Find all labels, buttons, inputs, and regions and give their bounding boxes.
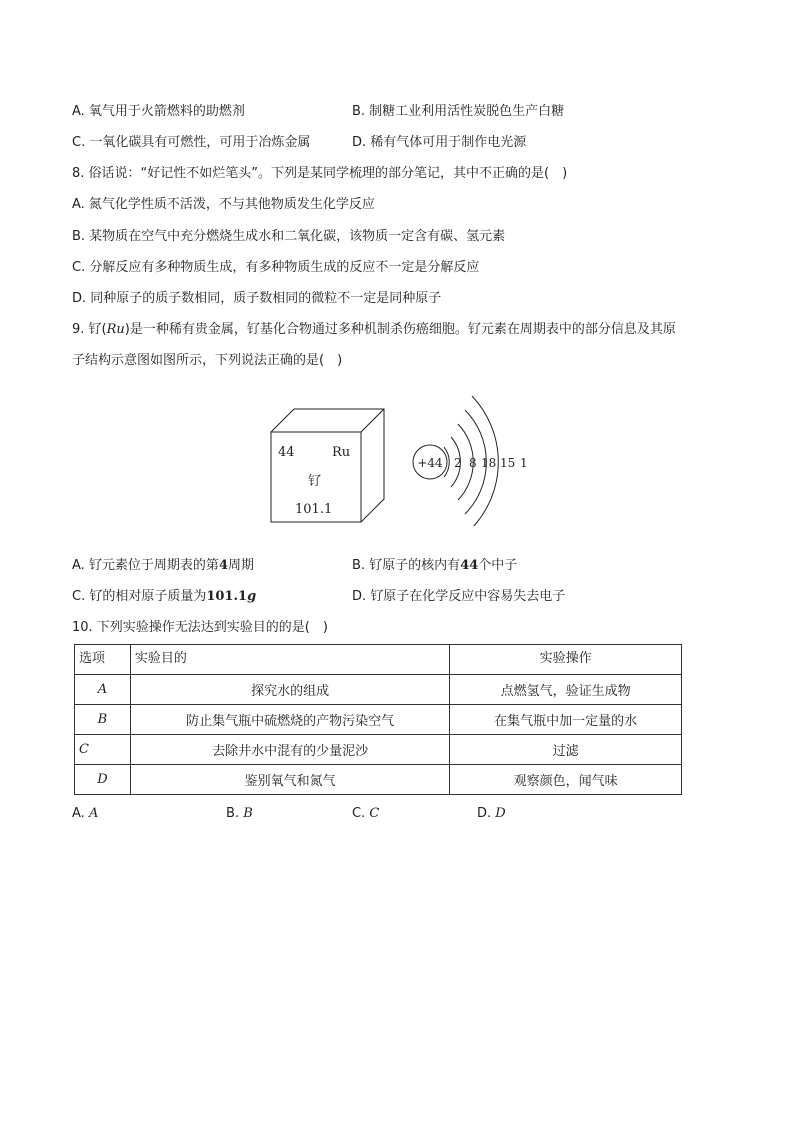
- table-cell-option: A: [75, 675, 131, 705]
- q8-option-c: C. 分解反应有多种物质生成，有多种物质生成的反应不一定是分解反应: [72, 260, 480, 275]
- q9-option-c-num: 101.1: [206, 589, 248, 604]
- shell-count-4: 15: [500, 456, 516, 470]
- table-cell-option: B: [75, 705, 131, 735]
- q9-option-b: [352, 557, 517, 575]
- q9-option-a: [72, 557, 254, 575]
- q10-answer-d-value: D: [495, 806, 506, 821]
- q10-answer-b-label: B.: [226, 806, 244, 821]
- shell-count-3: 18: [481, 456, 497, 470]
- shell-count-5: 1: [520, 456, 528, 470]
- table-cell-operation: 过滤: [450, 735, 682, 765]
- shell-count-1: 2: [454, 456, 462, 470]
- q9-figure-svg: [268, 376, 538, 526]
- element-number: 44: [278, 445, 295, 460]
- q9-option-c-unit: g: [247, 589, 257, 604]
- table-cell-purpose: 探究水的组成: [130, 675, 449, 705]
- table-row: [75, 705, 682, 735]
- q8-option-a: A. 氮气化学性质不活泼，不与其他物质发生化学反应: [72, 197, 375, 212]
- shell-count-2: 8: [469, 456, 477, 470]
- q9-stem-symbol: Ru: [106, 322, 125, 337]
- q9-option-a-pre: A. 钌元素位于周期表的第: [72, 558, 219, 573]
- q9-stem-pre: 9. 钌(: [72, 322, 107, 337]
- table-header-operation: 实验操作: [450, 645, 682, 675]
- q9-option-b-pre: B. 钌原子的核内有: [352, 558, 461, 573]
- table-header-row: [75, 645, 682, 675]
- q10-answer-c-label: C.: [352, 806, 370, 821]
- q7-option-d: D. 稀有气体可用于制作电光源: [352, 135, 527, 150]
- q9-figure: [268, 376, 538, 526]
- q9-stem-post: )是一种稀有贵金属，钌基化合物通过多种机制杀伤癌细胞。钌元素在周期表中的部分信息及其原: [124, 322, 676, 337]
- table-cell-option: C: [75, 735, 131, 765]
- q8-stem: 8. 俗话说：“好记性不如烂笔头”。下列是某同学梳理的部分笔记，其中不正确的是( ): [72, 166, 568, 181]
- q7-option-b: B. 制糖工业利用活性炭脱色生产白糖: [352, 104, 565, 119]
- q10-table: [74, 644, 682, 795]
- element-mass: 101.1: [295, 502, 333, 517]
- table-cell-purpose: 去除井水中混有的少量泥沙: [130, 735, 449, 765]
- table-cell-operation: 点燃氢气，验证生成物: [450, 675, 682, 705]
- q9-option-b-post: 个中子: [478, 558, 518, 573]
- element-symbol: Ru: [332, 445, 351, 460]
- table-cell-operation: 观察颜色，闻气味: [450, 765, 682, 795]
- table-row: [75, 765, 682, 795]
- table-row: [75, 735, 682, 765]
- q10-answer-c-value: C: [369, 806, 380, 821]
- q9-option-b-num: 44: [460, 558, 479, 573]
- q10-answer-b: [226, 805, 253, 823]
- q9-option-c: [72, 588, 256, 606]
- element-name: 钌: [308, 474, 322, 489]
- q10-answer-d: [477, 805, 506, 823]
- q10-stem: 10. 下列实验操作无法达到实验目的的是( ): [72, 620, 328, 635]
- q10-answer-d-label: D.: [477, 806, 496, 821]
- q9-stem-line2: 子结构示意图如图所示，下列说法正确的是( ): [72, 353, 343, 368]
- table-header-option: 选项: [75, 645, 131, 675]
- q9-stem-line1: [72, 321, 676, 339]
- q9-option-a-post: 周期: [227, 558, 254, 573]
- q8-option-d: D. 同种原子的质子数相同，质子数相同的微粒不一定是同种原子: [72, 291, 442, 306]
- table-header-purpose: 实验目的: [130, 645, 449, 675]
- q10-answer-b-value: B: [243, 806, 253, 821]
- table-cell-operation: 在集气瓶中加一定量的水: [450, 705, 682, 735]
- table-cell-option: D: [75, 765, 131, 795]
- element-card-edge: [361, 409, 384, 432]
- q10-answer-a-value: A: [88, 806, 99, 821]
- table-row: [75, 675, 682, 705]
- q10-answer-a: [72, 805, 98, 823]
- q8-option-b: B. 某物质在空气中充分燃烧生成水和二氧化碳，该物质一定含有碳、氢元素: [72, 229, 506, 244]
- q10-answer-a-label: A.: [72, 806, 89, 821]
- q9-option-a-num: 4: [218, 558, 228, 573]
- q7-option-c: C. 一氧化碳具有可燃性，可用于冶炼金属: [72, 135, 311, 150]
- atom-nucleus-charge: +44: [417, 456, 443, 470]
- q10-answer-c: [352, 805, 379, 823]
- table-cell-purpose: 鉴别氧气和氮气: [130, 765, 449, 795]
- q9-option-c-pre: C. 钌的相对原子质量为: [72, 589, 207, 604]
- table-cell-purpose: 防止集气瓶中硫燃烧的产物污染空气: [130, 705, 449, 735]
- q9-option-d: D. 钌原子在化学反应中容易失去电子: [352, 589, 566, 604]
- q7-option-a: A. 氧气用于火箭燃料的助燃剂: [72, 104, 245, 119]
